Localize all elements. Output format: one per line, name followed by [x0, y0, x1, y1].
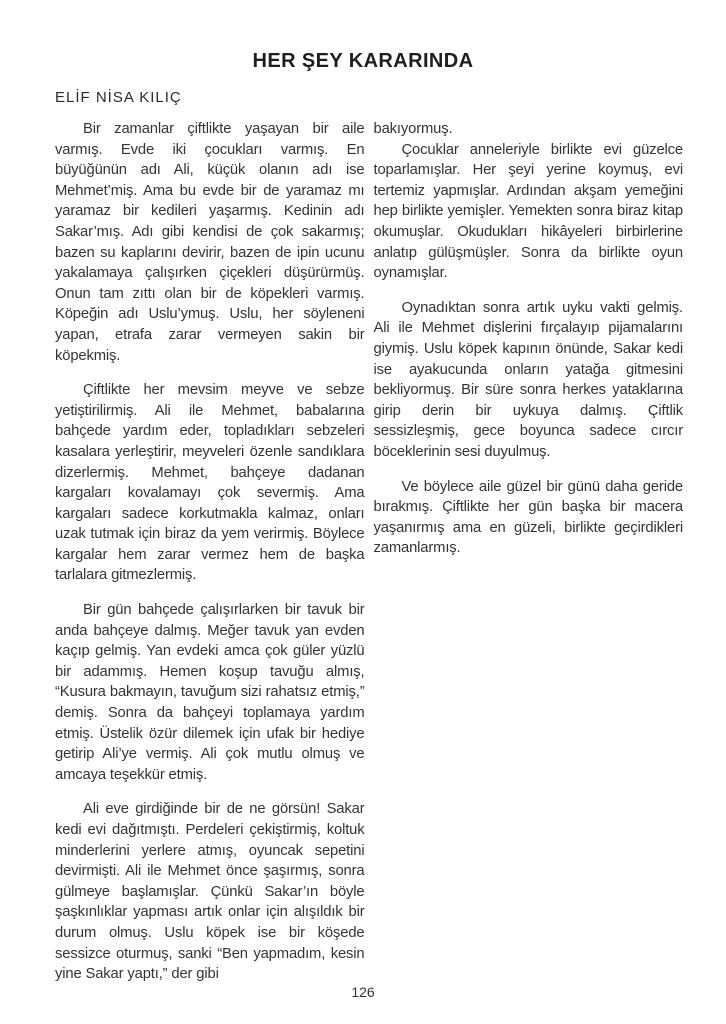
paragraph-3: Bir gün bahçede çalışırlarken bir tavuk bir anda bahçeye dalmış. Meğer tavuk yan evden kaçıp gelmiş. Yan evdeki amca çok güler yüzlü bir adammış. Hemen koşup tavuğu almış, “Kusura bakmayın, tavuğum sizi rahatsız etmiş,” demiş. Sonra da bahçeyi toplamaya yardım etmiş. Üstelik özür dilemek için ufak bir hediye getirip Ali’ye vermiş. Ali çok mutlu olmuş ve amcaya teşekkür etmiş.	[55, 602, 365, 783]
paragraph-1: Bir zamanlar çiftlikte yaşayan bir aile varmış. Evde iki çocukları varmış. En büyüğünün adı Ali, küçük olanın adı ise Mehmet’miş. Ama bu evde bir de yaramaz mı yaramaz bir kedileri yaşarmış. Kedinin adı Sakar’mış. Adı gibi kendisi de çok sakarmış; bazen su kaplarını devirir, bazen de ipin ucunu yakalamaya çalışırken çiçekleri düşürürmüş. Onun tam zıttı olan bir de köpekleri varmış. Köpeğin adı Uslu’ymuş. Uslu, her söyleneni yapan, etrafa zarar vermeyen sakin bir köpekmiş.	[55, 121, 365, 364]
text-columns	[55, 119, 683, 985]
paragraph-5: Çocuklar anneleriyle birlikte evi güzelce toparlamışlar. Her şeyi yerine koymuş, evi tertemiz yapmışlar. Ardından akşam yemeğini hep birlikte yemişler. Yemekten sonra biraz kitap okumuşlar. Okudukları hikâyeleri birbirlerine anlatıp gülüşmüşler. Sonra da birlikte oyun oynamışlar.	[373, 141, 683, 282]
page-number: 126	[351, 984, 375, 1000]
paragraph-4: Ali eve girdiğinde bir de ne görsün! Sakar kedi evi dağıtmıştı. Perdeleri çekiştirmiş, koltuk minderlerini yerlere atmış, oyuncak sepetini devirmişti. Ali ile Mehmet önce şaşırmış, sonra gülmeye başlamışlar. Çünkü Sakar’ın böyle şaşkınlıklar yapması artık onlar için alışıldık bir durum olmuş. Uslu köpek ise bir köşede sessizce oturmuş, sanki “Ben yapmadım, kesin yine Sakar yaptı,” der gibi	[55, 801, 365, 983]
right-column	[374, 119, 684, 985]
paragraph-4-continuation: bakıyormuş.	[373, 121, 453, 137]
author-name: ELİF NİSA KILIÇ	[55, 89, 182, 106]
paragraph-6: Oynadıktan sonra artık uyku vakti gelmiş. Ali ile Mehmet dişlerini fırçalayıp pijamalarını giymiş. Uslu köpek kapının önünde, Sakar kedi ise ayakucunda onların yatağa gitmesini bekliyormuş. Bir süre sonra herkes yataklarına girip derin bir uykuya dalmış. Çiftlik sessizleşmiş, gece boyunca sadece cırcır böceklerinin sesi duyulmuş.	[373, 299, 683, 460]
left-column	[55, 119, 365, 985]
story-title: HER ŞEY KARARINDA	[252, 50, 474, 72]
paragraph-7: Ve böylece aile güzel bir günü daha geride bırakmış. Çiftlikte her gün başka bir macera yaşanırmış ama en güzeli, birlikte geçirdikleri zamanlarmış.	[373, 478, 683, 557]
paragraph-2: Çiftlikte her mevsim meyve ve sebze yetiştirilirmiş. Ali ile Mehmet, babalarına bahçede yardım eder, topladıkları sebzeleri kasalara yerleştirir, meyveleri özenle sandıklara dizerlermiş. Mehmet, bahçeye dadanan kargaları kovalamayı çok severmiş. Ama kargaları sadece korkutmakla kalmaz, onları uzak tutmak için biraz da yem verirmiş. Böylece kargalar hem zarar vermez hem de başka tarlalara gitmezlermiş.	[55, 382, 365, 584]
